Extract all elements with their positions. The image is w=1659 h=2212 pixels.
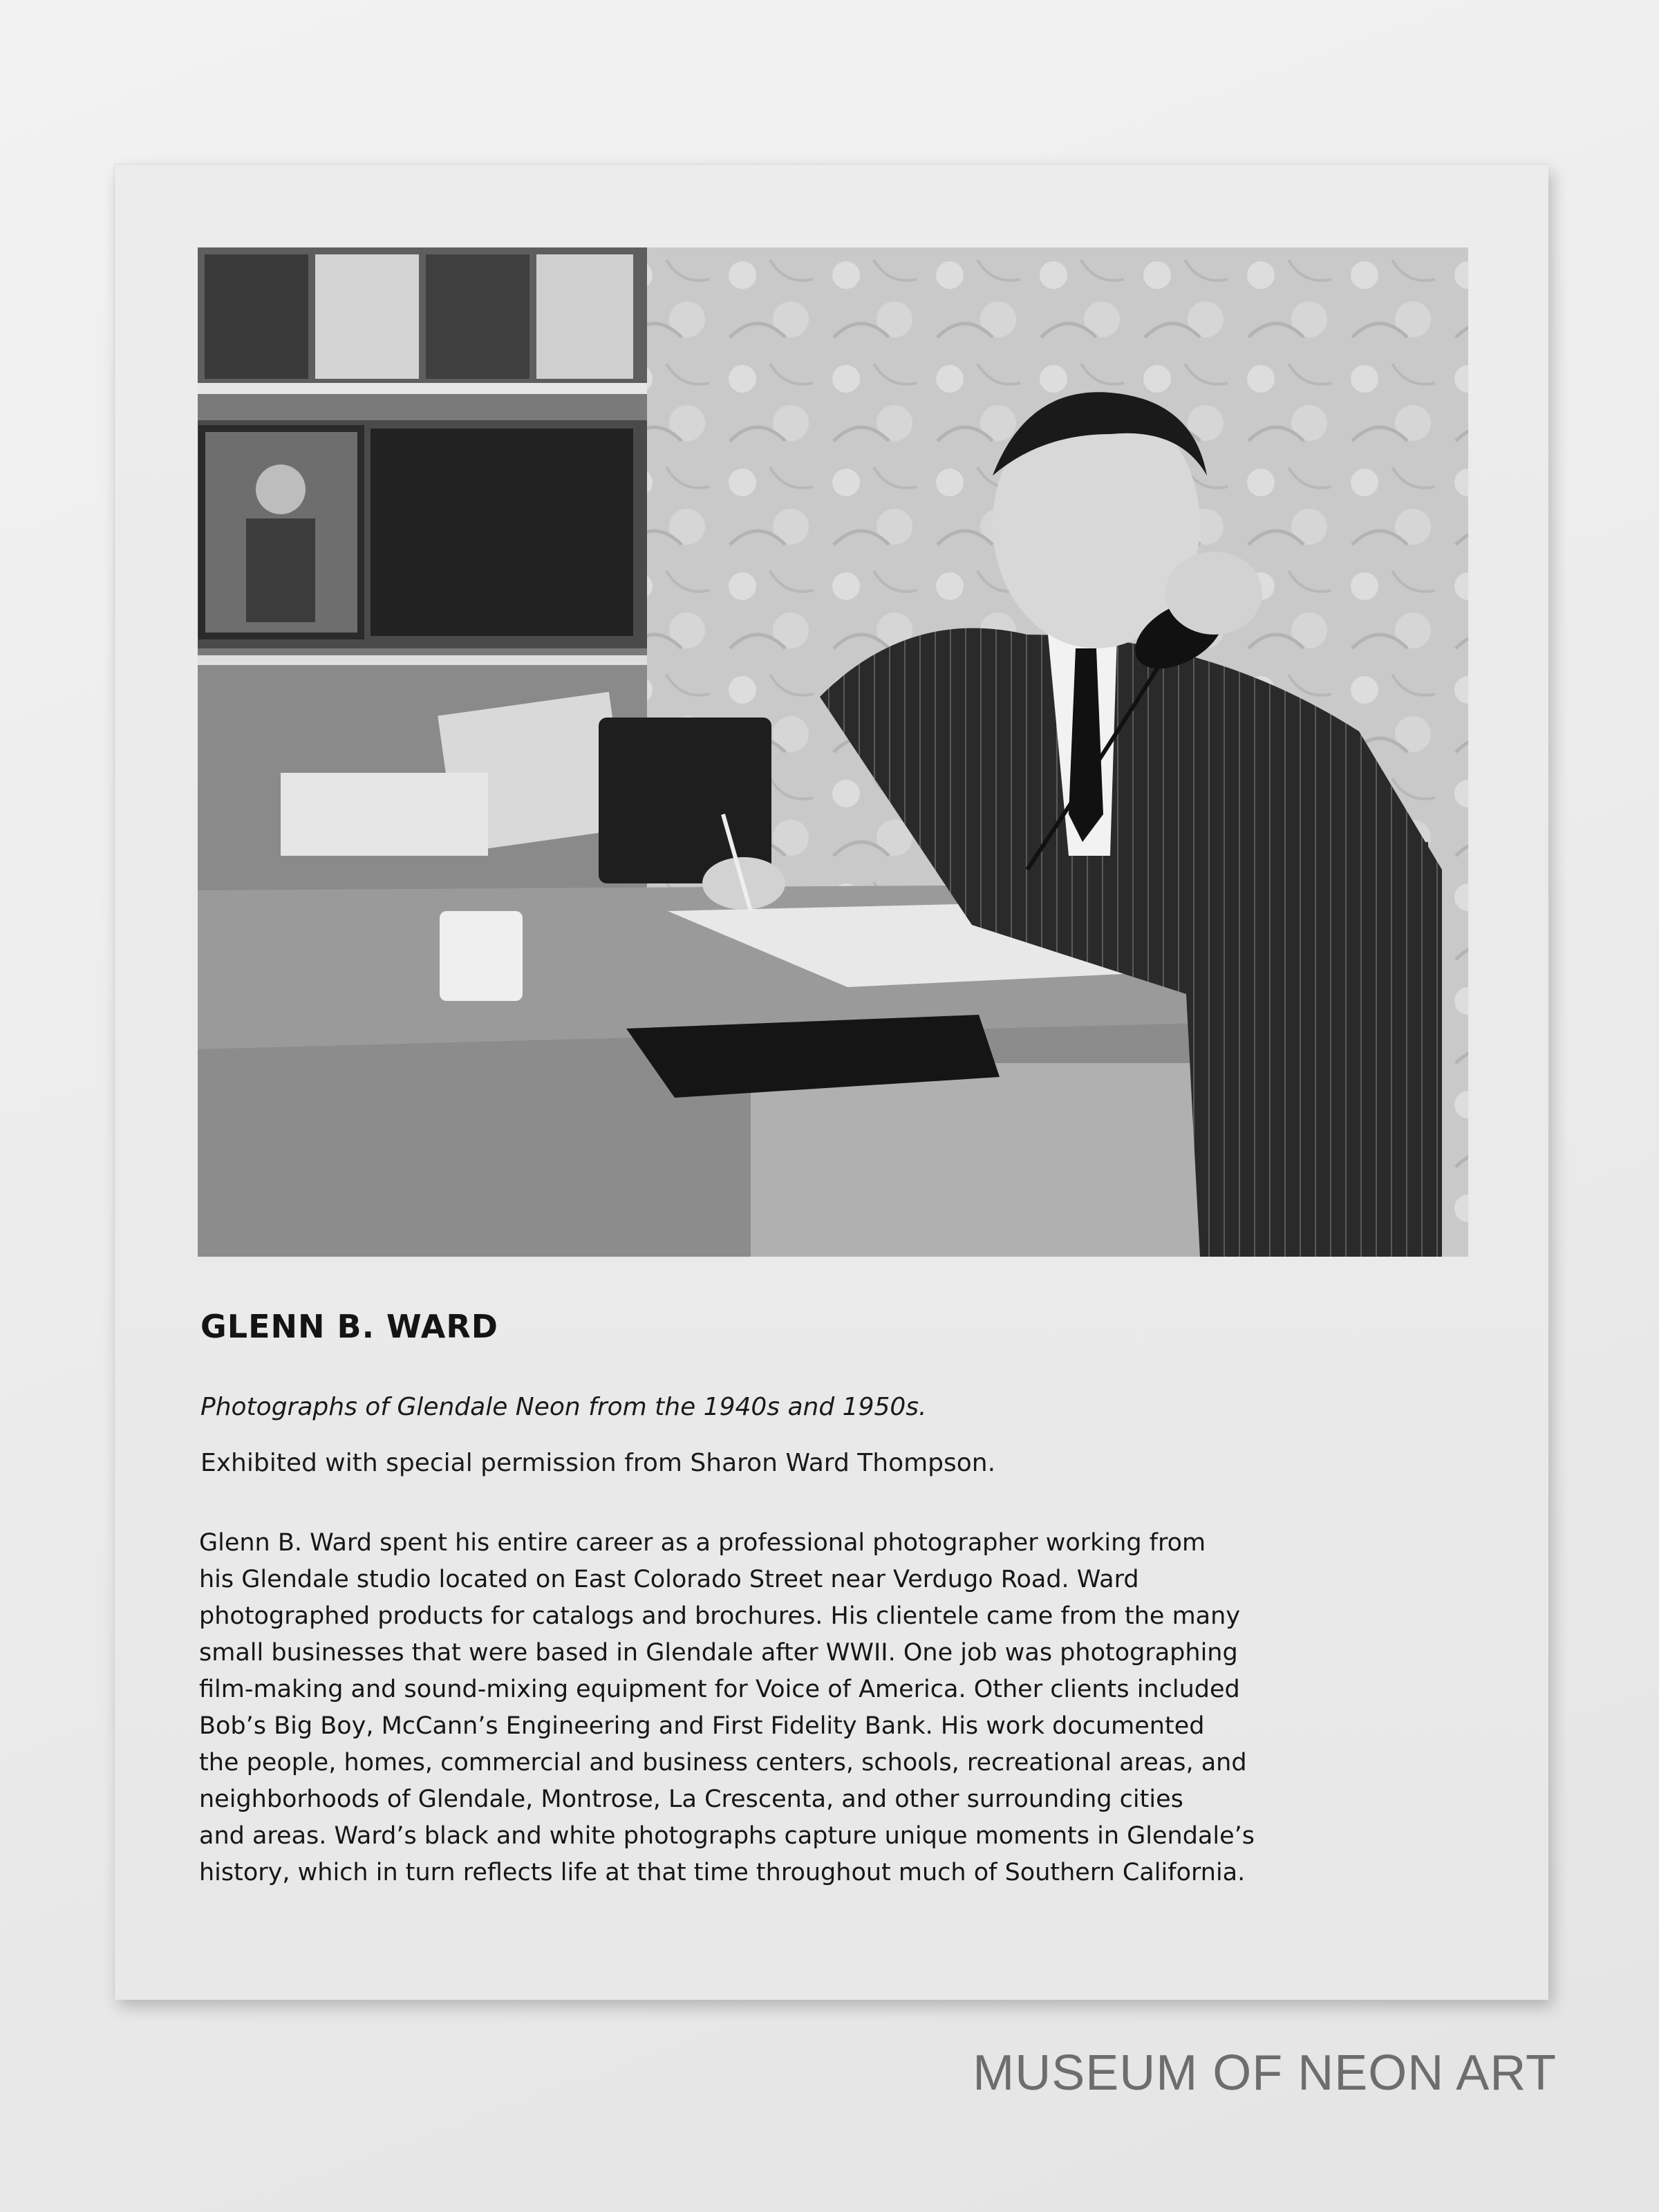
- bio-line: neighborhoods of Glendale, Montrose, La Crescenta, and other surrounding cities: [199, 1785, 1183, 1813]
- placard-title: GLENN B. WARD: [200, 1308, 498, 1345]
- man-at-desk-illustration: [198, 247, 1468, 1257]
- museum-watermark: MUSEUM OF NEON ART: [973, 2045, 1557, 2101]
- placard-credit: Exhibited with special permission from Sharon Ward Thompson.: [200, 1449, 996, 1477]
- placard-subtitle: Photographs of Glendale Neon from the 1940s and 1950s.: [200, 1393, 927, 1421]
- bio-line: film-making and sound-mixing equipment for Voice of America. Other clients included: [199, 1676, 1240, 1703]
- exhibit-placard: [115, 165, 1548, 2000]
- placard-biography: [199, 1525, 1430, 1891]
- bio-line: Bob’s Big Boy, McCann’s Engineering and First Fidelity Bank. His work documented: [199, 1712, 1205, 1740]
- bio-line: and areas. Ward’s black and white photographs capture unique moments in Glendale’s: [199, 1822, 1255, 1850]
- bio-line: history, which in turn reflects life at that time throughout much of Southern California.: [199, 1859, 1246, 1886]
- bio-line: the people, homes, commercial and business centers, schools, recreational areas, and: [199, 1749, 1247, 1777]
- bio-line: small businesses that were based in Glendale after WWII. One job was photographing: [199, 1639, 1238, 1667]
- portrait-photo: [198, 247, 1468, 1257]
- bio-line: his Glendale studio located on East Colorado Street near Verdugo Road. Ward: [199, 1566, 1139, 1593]
- bio-line: photographed products for catalogs and brochures. His clientele came from the many: [199, 1602, 1241, 1630]
- bio-line: Glenn B. Ward spent his entire career as a professional photographer working from: [199, 1529, 1206, 1557]
